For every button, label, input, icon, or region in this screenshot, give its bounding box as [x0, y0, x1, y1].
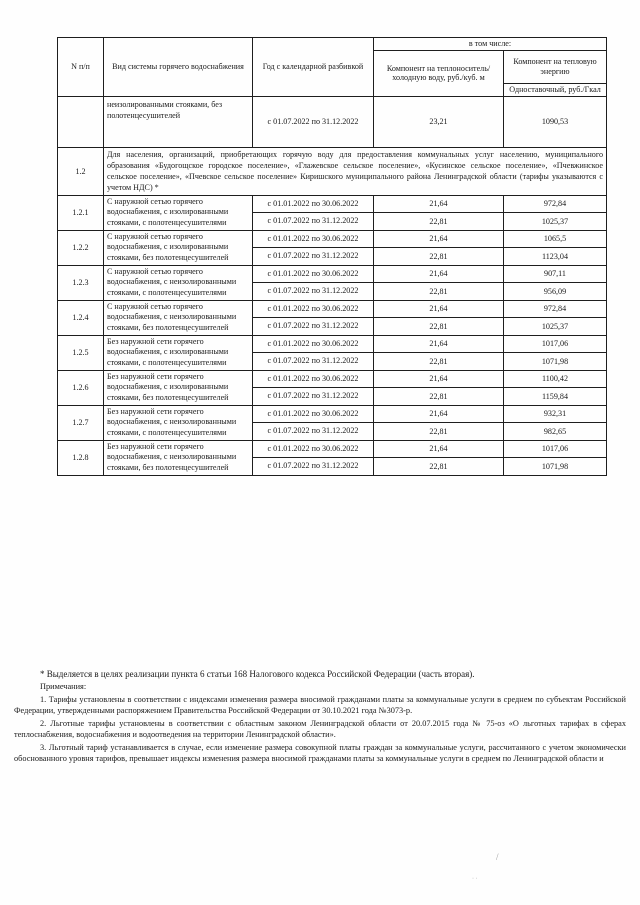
row-period: с 01.07.2022 по 31.12.2022 — [253, 318, 374, 336]
table-row — [58, 97, 607, 148]
row-energy-value: 1159,84 — [504, 388, 607, 406]
row-number: 1.2.1 — [58, 195, 104, 230]
row-energy-value: 1090,53 — [504, 97, 607, 148]
row-description: С наружной сетью горячего водоснабжения, с неизолированными стояками, без полотенцесушителей — [104, 300, 253, 335]
row-energy-value: 1025,37 — [504, 318, 607, 336]
header-cell-num: N п/п — [58, 38, 104, 97]
footnotes-section — [14, 668, 626, 766]
row-number — [58, 97, 104, 148]
row-energy-value: 1123,04 — [504, 248, 607, 266]
row-number: 1.2.4 — [58, 300, 104, 335]
row-energy-value: 932,31 — [504, 405, 607, 423]
row-carrier-value: 21,64 — [374, 370, 504, 388]
row-carrier-value: 21,64 — [374, 300, 504, 318]
row-energy-value: 1025,37 — [504, 213, 607, 231]
row-period: с 01.01.2022 по 30.06.2022 — [253, 265, 374, 283]
row-period: с 01.01.2022 по 30.06.2022 — [253, 230, 374, 248]
header-cell-group: в том числе: — [374, 38, 607, 51]
table-row — [58, 230, 607, 248]
footnote-note-3: 3. Льготный тариф устанавливается в случае, если изменение размера совокупной платы граждан за коммунальные услуги, рассчитанного с учетом экономически обоснованного уровня тарифов, превышает индексы изменения размера вносимой гражданами платы за коммунальные услуги в среднем по Ленинградской области и — [14, 742, 626, 764]
row-carrier-value: 22,81 — [374, 318, 504, 336]
row-period: с 01.01.2022 по 30.06.2022 — [253, 370, 374, 388]
row-period: с 01.07.2022 по 31.12.2022 — [253, 423, 374, 441]
row-period: с 01.01.2022 по 30.06.2022 — [253, 440, 374, 458]
row-period: с 01.01.2022 по 30.06.2022 — [253, 195, 374, 213]
row-period: с 01.07.2022 по 31.12.2022 — [253, 283, 374, 301]
table-row — [58, 195, 607, 213]
row-number: 1.2.2 — [58, 230, 104, 265]
row-period: с 01.07.2022 по 31.12.2022 — [253, 213, 374, 231]
table-row — [58, 370, 607, 388]
row-description: С наружной сетью горячего водоснабжения, с изолированными стояками, с полотенцесушителями — [104, 195, 253, 230]
table-row — [58, 440, 607, 458]
row-carrier-value: 21,64 — [374, 405, 504, 423]
row-description: Без наружной сети горячего водоснабжения, с неизолированными стояками, с полотенцесушителями — [104, 405, 253, 440]
row-energy-value: 956,09 — [504, 283, 607, 301]
row-description: С наружной сетью горячего водоснабжения, с изолированными стояками, без полотенцесушителей — [104, 230, 253, 265]
row-carrier-value: 22,81 — [374, 423, 504, 441]
row-energy-value: 972,84 — [504, 195, 607, 213]
row-period: с 01.01.2022 по 30.06.2022 — [253, 300, 374, 318]
table-row — [58, 335, 607, 353]
table-body — [58, 97, 607, 476]
row-description: Без наружной сети горячего водоснабжения, с неизолированными стояками, без полотенцесушителей — [104, 440, 253, 475]
row-period: с 01.01.2022 по 30.06.2022 — [253, 405, 374, 423]
row-energy-value: 1017,06 — [504, 440, 607, 458]
tariff-table — [57, 37, 607, 476]
row-period: с 01.07.2022 по 31.12.2022 — [253, 97, 374, 148]
row-energy-value: 1065,5 — [504, 230, 607, 248]
row-carrier-value: 22,81 — [374, 388, 504, 406]
row-description: С наружной сетью горячего водоснабжения, с неизолированными стояками, с полотенцесушителями — [104, 265, 253, 300]
row-carrier-value: 21,64 — [374, 440, 504, 458]
row-period: с 01.07.2022 по 31.12.2022 — [253, 388, 374, 406]
section-number: 1.2 — [58, 148, 104, 196]
table-row — [58, 265, 607, 283]
table-section-row — [58, 148, 607, 196]
row-carrier-value: 22,81 — [374, 458, 504, 476]
row-carrier-value: 21,64 — [374, 230, 504, 248]
row-period: с 01.07.2022 по 31.12.2022 — [253, 458, 374, 476]
row-energy-value: 972,84 — [504, 300, 607, 318]
scan-artifact-mark: / — [496, 852, 499, 862]
footnote-asterisk: * Выделяется в целях реализации пункта 6 статьи 168 Налогового кодекса Российской Федерации (часть вторая). — [40, 669, 475, 679]
row-carrier-value: 22,81 — [374, 248, 504, 266]
row-energy-value: 1071,98 — [504, 353, 607, 371]
footnote-note-1: 1. Тарифы установлены в соответствии с индексами изменения размера вносимой гражданами платы за коммунальные услуги в среднем по субъектам Российской Федерации, утвержденными распоряжением Правительства Российской Федерации от 30.10.2021 года №3073-р. — [14, 694, 626, 716]
row-number: 1.2.6 — [58, 370, 104, 405]
row-description: Без наружной сети горячего водоснабжения, с изолированными стояками, без полотенцесушителей — [104, 370, 253, 405]
footnote-note-2: 2. Льготные тарифы установлены в соответствии с областным законом Ленинградской области от 20.07.2015 года № 75-оз «О льготных тарифах в сферах теплоснабжения, водоснабжения и водоотведения на территории Ленинградской области». — [14, 718, 626, 740]
footnote-notes-label: Примечания: — [40, 682, 87, 692]
row-number: 1.2.5 — [58, 335, 104, 370]
scan-artifact-dot: · · — [472, 876, 478, 882]
section-text: Для населения, организаций, приобретающих горячую воду для предоставления коммунальных услуг населению, муниципального образования «Будогощское городское поселение», «Глажевское сельское поселение», «Кусинское сельское поселение», «Пчевжинское сельское поселение», «Пчевское сельское поселение» Киришского муниципального района Ленинградской области (тарифы указываются с учетом НДС) * — [104, 148, 607, 196]
row-carrier-value: 22,81 — [374, 213, 504, 231]
header-cell-carrier: Компонент на теплоноситель/холодную воду, руб./куб. м — [374, 50, 504, 96]
header-cell-energy-top: Компонент на тепловую энергию — [504, 50, 607, 84]
row-energy-value: 982,65 — [504, 423, 607, 441]
row-period: с 01.01.2022 по 30.06.2022 — [253, 335, 374, 353]
row-period: с 01.07.2022 по 31.12.2022 — [253, 353, 374, 371]
table-header — [58, 38, 607, 97]
row-number: 1.2.3 — [58, 265, 104, 300]
row-description: Без наружной сети горячего водоснабжения, с изолированными стояками, с полотенцесушителями — [104, 335, 253, 370]
table-row — [58, 405, 607, 423]
header-cell-description: Вид системы горячего водоснабжения — [104, 38, 253, 97]
row-carrier-value: 21,64 — [374, 265, 504, 283]
header-cell-year: Год с календарной разбивкой — [253, 38, 374, 97]
row-energy-value: 1017,06 — [504, 335, 607, 353]
row-energy-value: 1100,42 — [504, 370, 607, 388]
row-number: 1.2.8 — [58, 440, 104, 475]
table-row — [58, 300, 607, 318]
row-description: неизолированными стояками, без полотенцесушителей — [104, 97, 253, 148]
row-number: 1.2.7 — [58, 405, 104, 440]
row-carrier-value: 23,21 — [374, 97, 504, 148]
row-carrier-value: 21,64 — [374, 335, 504, 353]
header-cell-energy-sub: Одноставочный, руб./Гкал — [504, 84, 607, 97]
row-carrier-value: 21,64 — [374, 195, 504, 213]
row-energy-value: 1071,98 — [504, 458, 607, 476]
row-period: с 01.07.2022 по 31.12.2022 — [253, 248, 374, 266]
row-energy-value: 907,11 — [504, 265, 607, 283]
header-row-group — [58, 38, 607, 51]
row-carrier-value: 22,81 — [374, 353, 504, 371]
row-carrier-value: 22,81 — [374, 283, 504, 301]
